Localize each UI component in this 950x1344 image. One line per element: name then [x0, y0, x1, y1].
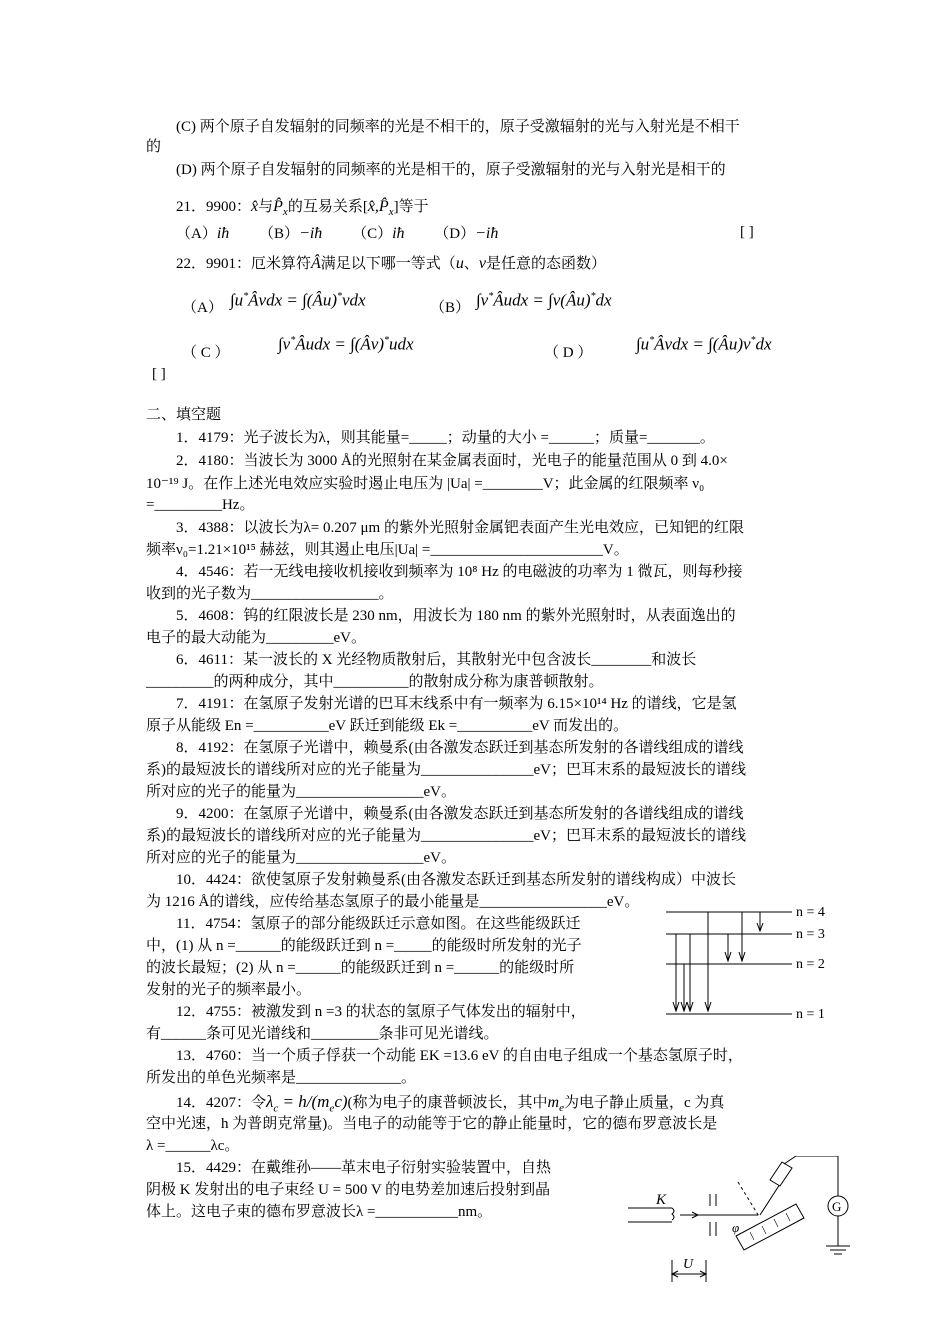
u-symbol: u	[455, 255, 464, 272]
level-label-2: n = 2	[796, 957, 825, 972]
q15-line3: 体上。这电子束的德布罗意波长λ =___________nm。	[146, 1204, 493, 1220]
q8-line1: 8．4192：在氢原子光谱中，赖曼系(由各激发态跃迁到基态所发射的各谱线组成的谱线	[176, 740, 744, 756]
q6-line1: 6．4611：某一波长的 X 光经物质散射后，其散射光中包含波长________和波长	[176, 652, 697, 668]
option-c-line1: (C) 两个原子自发辐射的同频率的光是不相干的，原子受激辐射的光与入射光是不相干	[176, 119, 740, 135]
crystal	[736, 1204, 804, 1250]
v-symbol: v	[478, 255, 486, 272]
cathode-label: K	[656, 1192, 667, 1208]
q7-line2: 原子从能级 En =__________eV 跃迁到能级 Ek =__________eV 而发出的。	[146, 718, 629, 734]
q11-line4: 发射的光子的频率最小。	[146, 982, 312, 998]
q11-line3: 的波长最短；(2) 从 n =______的能级跃迁到 n =______的能级时所	[146, 960, 575, 976]
q7-line1: 7．4191：在氢原子发射光谱的巴耳末线系中有一频率为 6.15×10¹⁴ Hz 的谱线，它是氢	[176, 696, 737, 712]
document-page	[146, 0, 810, 1344]
q22-option-b-formula: ∫v*Âudx = ∫v(Âu)*dx	[476, 290, 612, 310]
q14-line2: 空中光速，h 为普朗克常量)。当电子的动能等于它的静止能量时，它的德布罗意波长是	[146, 1116, 718, 1132]
q2-line1: 2．4180：当波长为 3000 Å的光照射在某金属表面时，光电子的能量范围从 0 到 4.0×	[176, 453, 728, 469]
detector	[770, 1162, 792, 1186]
level-label-1: n = 1	[796, 1007, 825, 1022]
q8-line2: 系)的最短波长的谱线所对应的光子能量为_______________eV；巴耳末系的最短波长的谱线	[146, 762, 746, 778]
q9-line2: 系)的最短波长的谱线所对应的光子能量为_______________eV；巴耳末系的最短波长的谱线	[146, 828, 746, 844]
option-d-line: (D) 两个原子自发辐射的同频率的光是相干的，原子受激辐射的光与入射光是相干的	[176, 162, 726, 178]
commutator-symbol: $x̂,P̂_x$	[367, 198, 394, 219]
q22-option-d-formula: ∫u*Âvdx = ∫(Âu)v*dx	[636, 334, 772, 354]
angle-label: φ	[732, 1220, 740, 1235]
q22-option-c-label: （ C ）	[182, 345, 230, 361]
x-hat-symbol: x̂	[251, 198, 259, 215]
cathode-filament	[672, 1208, 674, 1220]
q1-text: 1．4179：光子波长为λ，则其能量=_____；动量的大小 =______；质量=_______。	[176, 430, 715, 446]
a-hat-symbol: Â	[311, 255, 321, 272]
q21-option-d: −iħ	[475, 225, 499, 242]
energy-level-diagram	[650, 898, 840, 1026]
q9-line1: 9．4200：在氢原子光谱中，赖曼系(由各激发态跃迁到基态所发射的各谱线组成的谱线	[176, 806, 744, 822]
q3-line1: 3．4388：以波长为λ= 0.207 μm 的紫外光照射金属钯表面产生光电效应，已知钯的红限	[176, 520, 744, 536]
q14-line1: 14．4207：令$\lambda_c = h/(m_ec)$(称为电子的康普顿波长，其中$m_e$为电子静止质量，c 为真	[176, 1092, 725, 1115]
q22-answer-bracket: [ ]	[152, 366, 166, 382]
q11-line2: 中，(1) 从 n =______的能级跃迁到 n =_____的能级时所发射的光子	[146, 938, 582, 954]
ground-symbol	[826, 1246, 850, 1254]
q13-line2: 所发出的单色光频率是______________。	[146, 1070, 417, 1086]
normal-line	[738, 1182, 760, 1218]
q21-options: （A）iħ （B）−iħ （C）iħ （D）−iħ	[176, 225, 499, 242]
electron-diffraction-apparatus	[620, 1156, 856, 1290]
q2-line3: =_________Hz。	[146, 497, 255, 513]
transition-arrows	[673, 912, 763, 1011]
q22-option-a-label: （A）	[182, 300, 223, 316]
q12-line1: 12．4755：被激发到 n =3 的状态的氢原子气体发出的辐射中，	[176, 1004, 586, 1020]
px-hat-symbol: $P̂_x$	[273, 198, 288, 219]
q4-line2: 收到的光子数为_________________。	[146, 586, 394, 602]
q10-line2: 为 1216 Å的谱线，应传给基态氢原子的最小能量是_________________eV。	[146, 894, 640, 910]
q6-line2: _________的两种成分，其中__________的散射成分称为康普顿散射。	[146, 674, 604, 690]
q14-line3: λ =______λc。	[146, 1138, 240, 1154]
q22-stem: 22．9901：厄米算符Â满足以下哪一等式（u、v是任意的态函数）	[176, 255, 606, 272]
q13-line1: 13．4760：当一个质子俘获一个动能 EK =13.6 eV 的自由电子组成一个基态氢原子时，	[176, 1048, 743, 1064]
scattered-beam	[760, 1184, 780, 1215]
compton-wavelength-formula: $\lambda_c = h/(m_ec)$	[266, 1092, 348, 1115]
q5-line2: 电子的最大动能为_________eV。	[146, 630, 366, 646]
q21-option-a: iħ	[216, 225, 230, 242]
q12-line2: 有______条可见光谱线和_________条非可见光谱线。	[146, 1026, 499, 1042]
q21-answer-bracket: [ ]	[740, 224, 754, 240]
q22-option-d-label: （ D ）	[544, 345, 593, 361]
q21-option-c: iħ	[392, 225, 405, 242]
q10-line1: 10．4424：欲使氢原子发射赖曼系(由各激发态跃迁到基态所发射的谱线构成）中波长	[176, 872, 736, 888]
q21-option-b: −iħ	[299, 225, 323, 242]
option-c-line2: 的	[146, 139, 162, 155]
q15-line1: 15．4429：在戴维孙——革末电子衍射实验装置中，自热	[176, 1160, 552, 1176]
q2-line2: 10⁻¹⁹ J。在作上述光电效应实验时遏止电压为 |Ua| =________V；此金属的红限频率 ν₀	[146, 476, 705, 492]
q11-line1: 11．4754：氢原子的部分能级跃迁示意如图。在这些能级跃迁	[176, 916, 581, 932]
q21-stem: 21．9900：x̂与$P̂_x$的互易关系$[x̂,P̂_x]$等于	[176, 198, 429, 219]
q15-line2: 阴极 K 发射出的电子束经 U = 500 V 的电势差加速后投射到晶	[146, 1182, 551, 1198]
section-title: 二、填空题	[146, 407, 222, 423]
galvanometer-label: G	[832, 1199, 842, 1214]
level-label-4: n = 4	[796, 905, 825, 920]
level-label-3: n = 3	[796, 927, 825, 942]
q8-line3: 所对应的光子的能量为_________________eV。	[146, 784, 456, 800]
q22-option-b-label: （B）	[430, 300, 471, 316]
q4-line1: 4．4546：若一无线电接收机接收到频率为 10⁸ Hz 的电磁波的功率为 1 微瓦，则每秒接	[176, 564, 743, 580]
q3-line2: 频率ν₀=1.21×10¹⁵ 赫兹，则其遏止电压|Ua| =_______________________V。	[146, 542, 629, 558]
q22-option-a-formula: ∫u*Âvdx = ∫(Âu)*vdx	[230, 290, 366, 310]
q9-line3: 所对应的光子的能量为_________________eV。	[146, 850, 456, 866]
q5-line1: 5．4608：钨的红限波长是 230 nm，用波长为 180 nm 的紫外光照射时，从表面逸出的	[176, 608, 736, 624]
voltage-label: U	[683, 1257, 694, 1272]
electron-mass-symbol: $m_e$	[547, 1094, 564, 1115]
q22-option-c-formula: ∫v*Âudx = ∫(Âv)*udx	[278, 334, 414, 354]
